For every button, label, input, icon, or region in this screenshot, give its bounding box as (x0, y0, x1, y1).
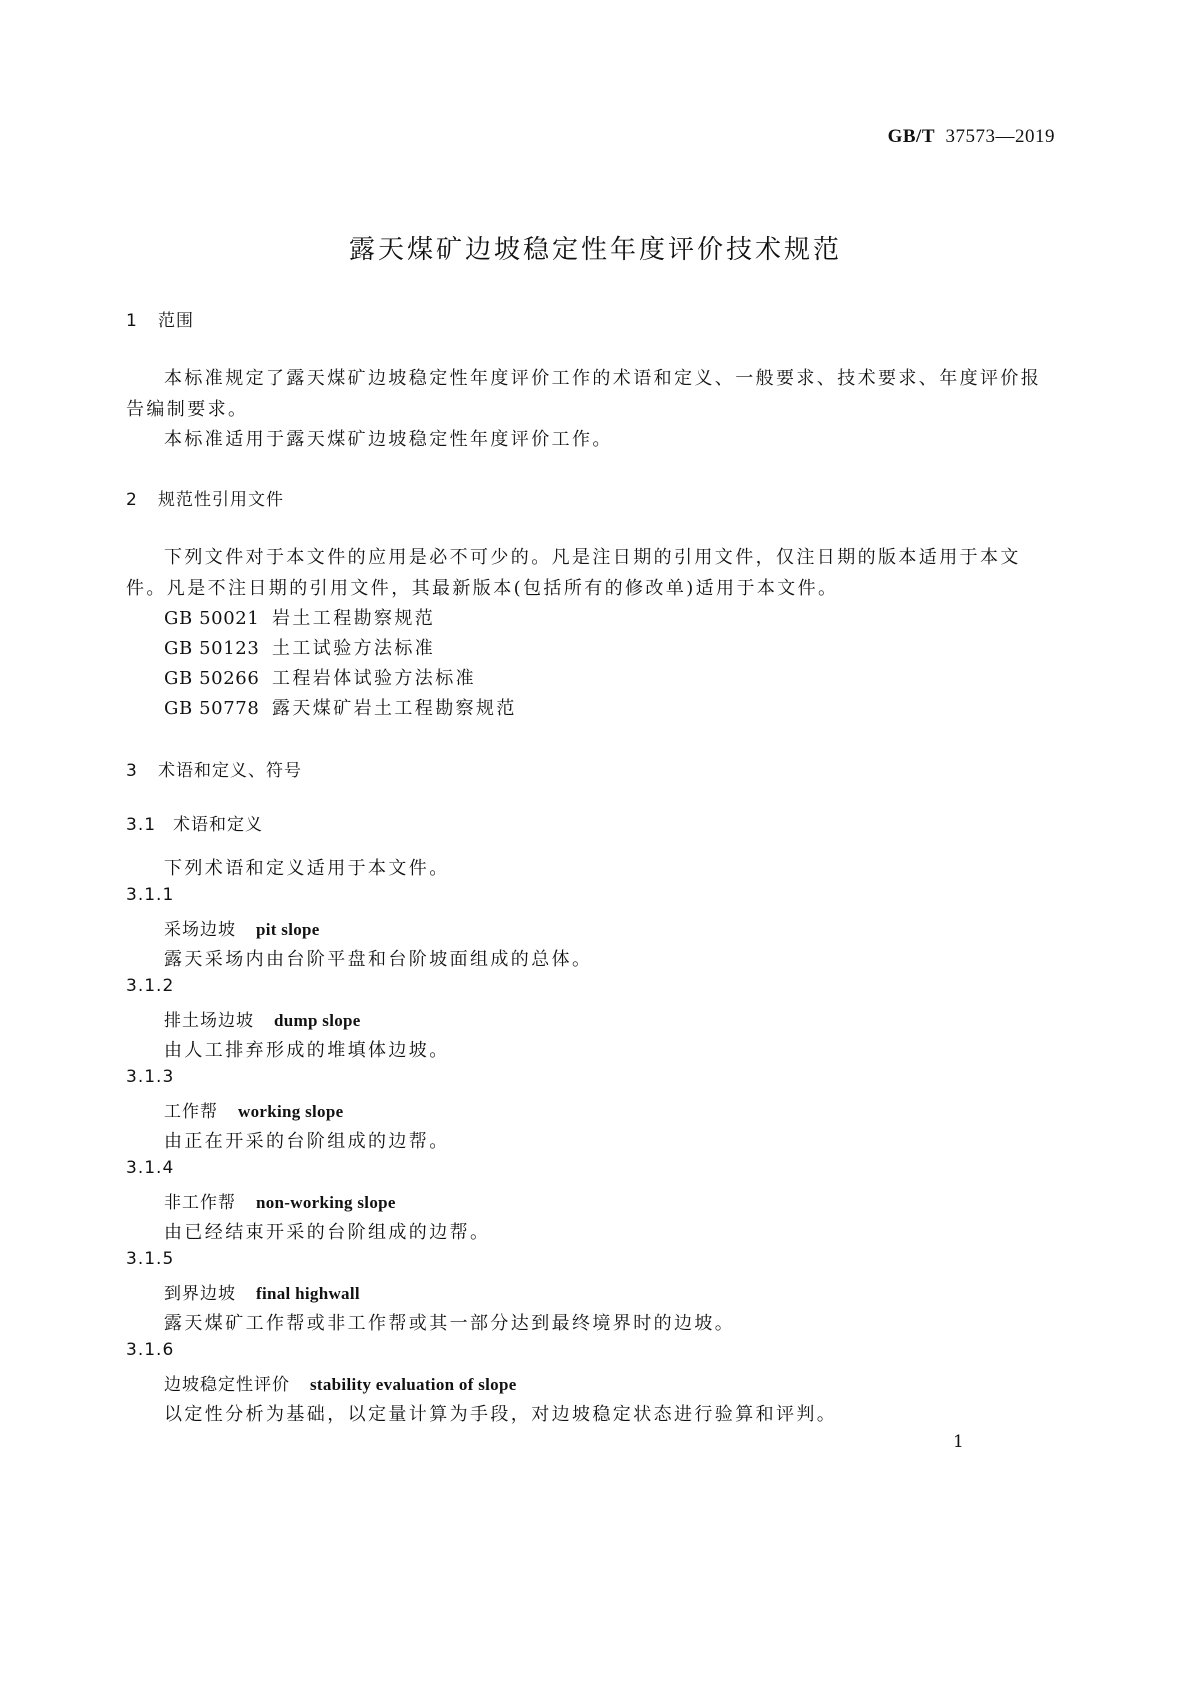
term-entry (164, 1370, 517, 1395)
term-en: stability evaluation of slope (310, 1375, 517, 1394)
term-entry (164, 1097, 343, 1122)
subsection-title: 术语和定义 (173, 815, 263, 835)
section-title: 规范性引用文件 (158, 490, 284, 510)
term-number: 3.1.1 (126, 885, 175, 905)
term-en: final highwall (256, 1284, 360, 1303)
term-definition: 由人工排弃形成的堆填体边坡。 (164, 1040, 450, 1061)
reference-name: 工程岩体试验方法标准 (272, 668, 476, 689)
term-zh: 排土场边坡 (164, 1011, 254, 1031)
paragraph-line: 下列术语和定义适用于本文件。 (164, 858, 450, 879)
term-entry (164, 1188, 396, 1213)
reference-code: GB 50021 (164, 608, 260, 629)
term-number: 3.1.4 (126, 1158, 175, 1178)
paragraph-line: 下列文件对于本文件的应用是必不可少的。凡是注日期的引用文件，仅注日期的版本适用于本文 (164, 547, 1021, 568)
term-en: dump slope (274, 1011, 361, 1030)
document-title: 露天煤矿边坡稳定性年度评价技术规范 (348, 235, 842, 265)
reference-name: 露天煤矿岩土工程勘察规范 (272, 698, 517, 719)
section-number: 3 (126, 761, 138, 781)
section-number: 1 (126, 311, 138, 331)
reference-code: GB 50266 (164, 668, 260, 689)
section-title: 术语和定义、符号 (158, 761, 302, 781)
term-zh: 工作帮 (164, 1102, 218, 1122)
term-number: 3.1.2 (126, 976, 175, 996)
term-entry (164, 1279, 360, 1304)
term-zh: 边坡稳定性评价 (164, 1375, 290, 1395)
term-definition: 由已经结束开采的台阶组成的边帮。 (164, 1222, 491, 1243)
term-entry (164, 1006, 361, 1031)
reference-name: 岩土工程勘察规范 (272, 608, 436, 629)
paragraph-line: 告编制要求。 (126, 399, 249, 420)
reference-code: GB 50778 (164, 698, 260, 719)
term-definition: 露天煤矿工作帮或非工作帮或其一部分达到最终境界时的边坡。 (164, 1313, 736, 1334)
section-3-heading (126, 756, 302, 781)
term-en: working slope (238, 1102, 344, 1121)
term-number: 3.1.3 (126, 1067, 175, 1087)
reference-name: 土工试验方法标准 (272, 638, 436, 659)
term-definition: 由正在开采的台阶组成的边帮。 (164, 1131, 450, 1152)
term-definition: 露天采场内由台阶平盘和台阶坡面组成的总体。 (164, 949, 593, 970)
paragraph-line: 本标准适用于露天煤矿边坡稳定性年度评价工作。 (164, 429, 613, 450)
term-zh: 采场边坡 (164, 920, 236, 940)
standard-code-prefix: GB/T (887, 126, 935, 147)
term-definition: 以定性分析为基础，以定量计算为手段，对边坡稳定状态进行验算和评判。 (164, 1404, 838, 1425)
term-zh: 非工作帮 (164, 1193, 236, 1213)
term-en: non-working slope (256, 1193, 396, 1212)
term-entry (164, 915, 320, 940)
page-number: 1 (953, 1432, 964, 1452)
term-number: 3.1.6 (126, 1340, 175, 1360)
reference-item (164, 664, 476, 690)
section-2-heading (126, 485, 284, 510)
section-1-heading (126, 306, 194, 331)
reference-item (164, 694, 517, 720)
term-zh: 到界边坡 (164, 1284, 236, 1304)
term-en: pit slope (256, 920, 320, 939)
reference-item (164, 604, 435, 630)
reference-code: GB 50123 (164, 638, 260, 659)
paragraph-line: 本标准规定了露天煤矿边坡稳定性年度评价工作的术语和定义、一般要求、技术要求、年度评价报 (164, 368, 1042, 389)
paragraph-line: 件。凡是不注日期的引用文件，其最新版本(包括所有的修改单)适用于本文件。 (126, 578, 839, 599)
subsection-3-1-heading (126, 810, 263, 835)
term-number: 3.1.5 (126, 1249, 175, 1269)
subsection-number: 3.1 (126, 815, 157, 835)
standard-code-number: 37573—2019 (945, 126, 1055, 147)
section-title: 范围 (158, 311, 194, 331)
section-number: 2 (126, 490, 138, 510)
standard-code (888, 126, 1055, 148)
reference-item (164, 634, 435, 660)
